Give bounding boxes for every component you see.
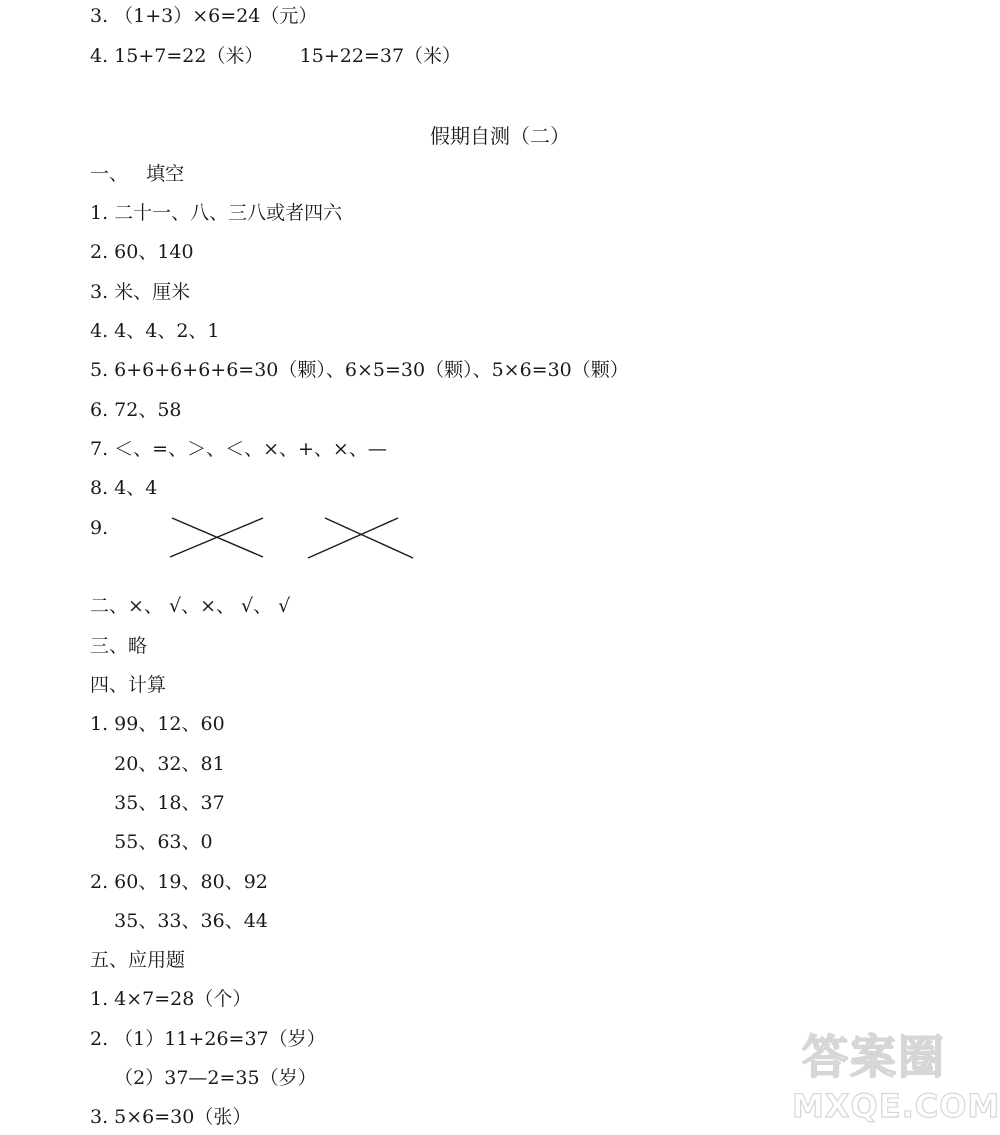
crossed-lines-diagram	[160, 510, 430, 570]
watermark-bottom-text: MXQE.COM	[792, 1087, 1000, 1125]
cross-line-2b	[325, 518, 413, 558]
part5-line-1: 1. 4×7=28（个）	[90, 988, 252, 1010]
section-title: 假期自测（二）	[430, 124, 570, 148]
part1-heading: 一、 填空	[90, 163, 185, 185]
part1-item-1: 1. 二十一、八、三八或者四六	[90, 202, 343, 224]
part4-line-1: 1. 99、12、60	[90, 713, 225, 735]
part1-item-7: 7. ＜、=、＞、＜、×、+、×、—	[90, 438, 387, 460]
part1-item-8: 8. 4、4	[90, 477, 158, 499]
part4-line-6: 35、33、36、44	[90, 910, 268, 932]
cross-line-2a	[308, 518, 398, 558]
part4-line-2: 20、32、81	[90, 753, 225, 775]
part5-line-2: 2. （1）11+26=37（岁）	[90, 1028, 326, 1050]
part5-heading: 五、应用题	[90, 949, 186, 971]
part1-item-6: 6. 72、58	[90, 399, 182, 421]
part5-line-3: （2）37—2=35（岁）	[90, 1067, 317, 1089]
part1-item-2: 2. 60、140	[90, 241, 194, 263]
prev-answer-3: 3. （1+3）×6=24（元）	[90, 5, 318, 27]
part4-line-5: 2. 60、19、80、92	[90, 871, 268, 893]
prev-answer-4: 4. 15+7=22（米） 15+22=37（米）	[90, 45, 462, 67]
part1-item-9-label: 9.	[90, 517, 109, 539]
watermark-logo	[792, 1029, 1000, 1129]
part1-item-5: 5. 6+6+6+6+6=30（颗）、6×5=30（颗）、5×6=30（颗）	[90, 359, 629, 381]
watermark-top-text: 答案圈	[802, 1030, 946, 1084]
part1-item-3: 3. 米、厘米	[90, 281, 191, 303]
part4-heading: 四、计算	[90, 674, 167, 696]
part1-item-4: 4. 4、4、2、1	[90, 320, 220, 342]
part4-line-4: 55、63、0	[90, 831, 213, 853]
part4-line-3: 35、18、37	[90, 792, 225, 814]
part5-line-4: 3. 5×6=30（张）	[90, 1106, 252, 1128]
part3-answers: 三、略	[90, 635, 148, 657]
part2-answers: 二、×、 √、×、 √、 √	[90, 595, 291, 617]
